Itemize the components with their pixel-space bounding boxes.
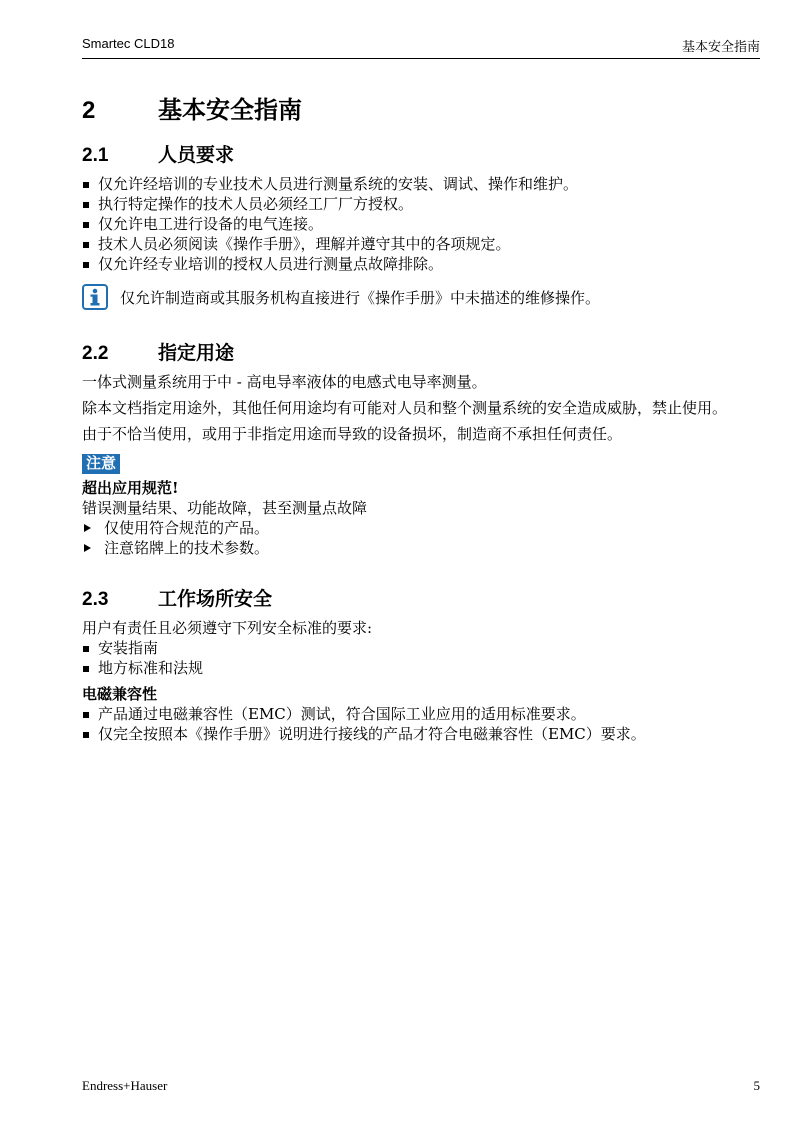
- header-chapter-title: 基本安全指南: [681, 39, 760, 54]
- paragraph: 用户有责任且必须遵守下列安全标准的要求:: [82, 619, 373, 637]
- chapter-number: 2: [82, 97, 96, 124]
- paragraph: 除本文档指定用途外，其他任何用途均有可能对人员和整个测量系统的安全造成威胁，禁止使用。: [82, 399, 728, 417]
- section-number: 2.1: [82, 145, 109, 166]
- section-heading-2-1: [82, 140, 762, 166]
- list-item: 安装指南: [82, 638, 762, 658]
- list-item: 仅允许经培训的专业技术人员进行测量系统的安装、调试、操作和维护。: [82, 174, 762, 194]
- notice-block: [82, 450, 762, 558]
- personnel-requirements-list: [82, 174, 762, 274]
- list-item: 仅允许经专业培训的授权人员进行测量点故障排除。: [82, 254, 762, 274]
- section-number: 2.2: [82, 343, 109, 364]
- section-title: 人员要求: [158, 144, 235, 166]
- page-content: [82, 90, 762, 744]
- notice-text: 错误测量结果、功能故障，甚至测量点故障: [82, 499, 368, 517]
- notice-heading: 超出应用规范!: [82, 479, 179, 497]
- chapter-heading: [82, 90, 762, 124]
- section-title: 指定用途: [158, 342, 235, 364]
- notice-actions-list: [82, 518, 762, 558]
- notice-badge: 注意: [82, 454, 120, 474]
- page-number: 5: [753, 1078, 760, 1093]
- info-icon: [82, 284, 108, 310]
- footer-company: Endress+Hauser: [82, 1078, 168, 1093]
- list-item: 仅允许电工进行设备的电气连接。: [82, 214, 762, 234]
- info-note: [82, 282, 762, 312]
- paragraph: 一体式测量系统用于中 - 高电导率液体的电感式电导率测量。: [82, 373, 487, 391]
- list-item: 地方标准和法规: [82, 658, 762, 678]
- chapter-title: 基本安全指南: [158, 95, 302, 124]
- section-heading-2-2: [82, 338, 762, 364]
- list-item: 注意铭牌上的技术参数。: [82, 538, 762, 558]
- emc-list: [82, 704, 762, 744]
- list-item: 执行特定操作的技术人员必须经工厂厂方授权。: [82, 194, 762, 214]
- note-text: 仅允许制造商或其服务机构直接进行《操作手册》中未描述的维修操作。: [120, 288, 601, 307]
- list-item: 产品通过电磁兼容性（EMC）测试，符合国际工业应用的适用标准要求。: [82, 704, 762, 724]
- section-number: 2.3: [82, 589, 109, 610]
- list-item: 仅完全按照本《操作手册》说明进行接线的产品才符合电磁兼容性（EMC）要求。: [82, 724, 762, 744]
- page-header: [82, 36, 760, 59]
- emc-heading: 电磁兼容性: [82, 685, 158, 703]
- section-heading-2-3: [82, 584, 762, 610]
- section-title: 工作场所安全: [158, 588, 273, 610]
- safety-standards-list: [82, 638, 762, 678]
- list-item: 技术人员必须阅读《操作手册》，理解并遵守其中的各项规定。: [82, 234, 762, 254]
- list-item: 仅使用符合规范的产品。: [82, 518, 762, 538]
- paragraph: 由于不恰当使用，或用于非指定用途而导致的设备损坏，制造商不承担任何责任。: [82, 425, 623, 443]
- header-product-name: Smartec CLD18: [82, 36, 175, 51]
